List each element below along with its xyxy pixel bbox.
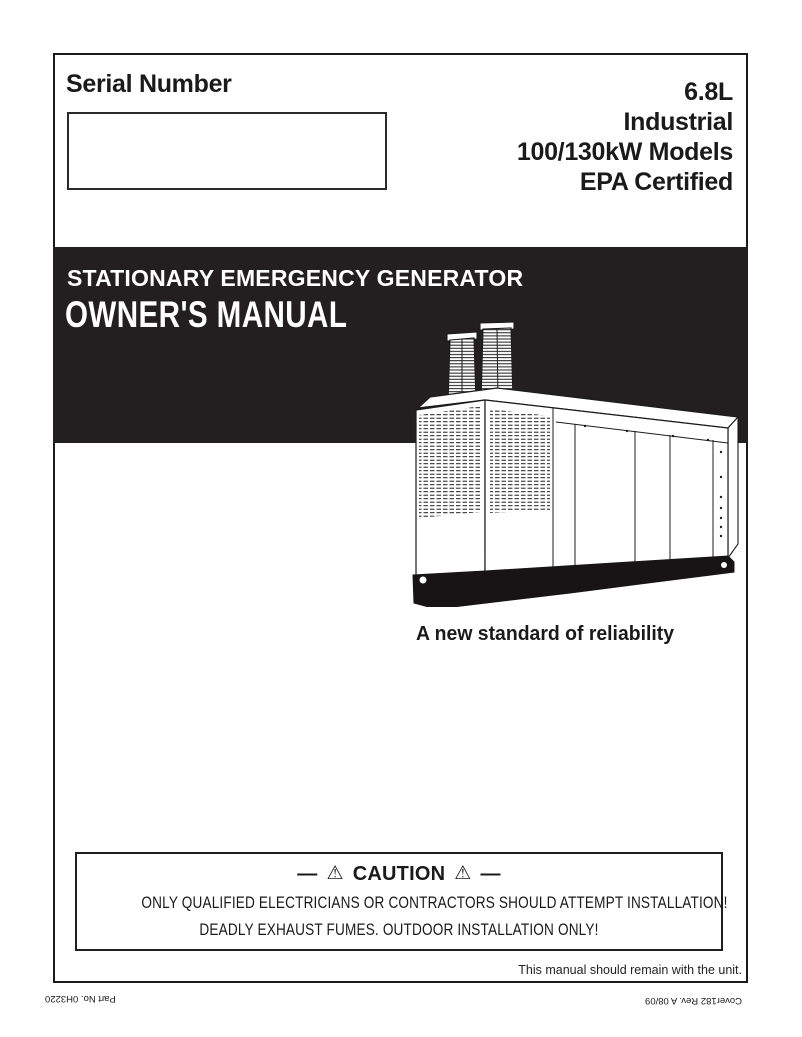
- dash-left: —: [297, 863, 318, 885]
- warning-triangle-icon: ⚠: [326, 863, 344, 884]
- caution-title: [77, 863, 721, 886]
- model-info: [517, 77, 733, 197]
- model-line-kw: 100/130kW Models: [516, 138, 733, 166]
- dash-right: —: [480, 863, 501, 885]
- part-number: Part No. 0H3220: [45, 993, 116, 1004]
- retain-manual-note: This manual should remain with the unit.: [518, 963, 742, 977]
- generator-illustration-icon: [410, 322, 748, 607]
- page-title: OWNER'S MANUAL: [65, 294, 348, 335]
- model-line-engine: 6.8L: [684, 78, 733, 106]
- model-line-series: Industrial: [623, 108, 733, 136]
- serial-number-label: Serial Number: [66, 70, 232, 98]
- caution-box: [75, 852, 728, 951]
- caution-line-1: ONLY QUALIFIED ELECTRICIANS OR CONTRACTORS SHOULD ATTEMPT INSTALLATION!: [141, 893, 728, 912]
- warning-triangle-icon: ⚠: [454, 863, 472, 884]
- model-line-epa: EPA Certified: [579, 168, 733, 196]
- tagline: A new standard of reliability: [416, 623, 675, 645]
- caution-line-2: DEADLY EXHAUST FUMES. OUTDOOR INSTALLATION ONLY!: [199, 920, 599, 939]
- cover-revision: Cover182 Rev. A 08/09: [645, 995, 742, 1006]
- caution-word: CAUTION: [352, 863, 446, 885]
- serial-number-field[interactable]: [67, 112, 387, 190]
- banner-kicker: STATIONARY EMERGENCY GENERATOR: [67, 265, 524, 291]
